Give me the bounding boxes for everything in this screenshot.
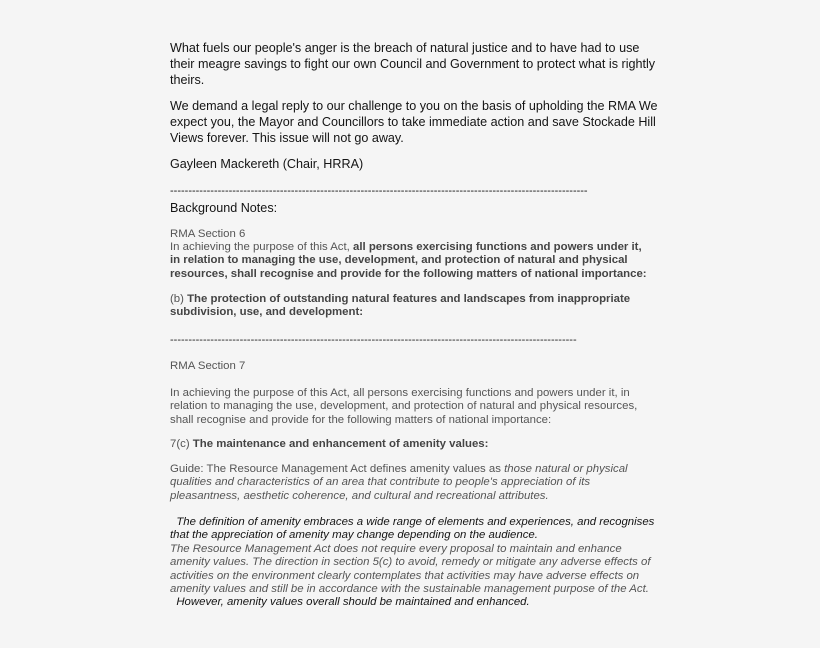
- text-line: theirs.: [170, 73, 205, 87]
- italic-text-line: activities on the environment clearly contemplates that activities may have adverse effects on: [170, 569, 640, 582]
- text-line: shall recognise and provide for the following matters of national importance:: [170, 413, 552, 426]
- section-7-item-c: [170, 438, 660, 451]
- section-6-heading: RMA Section 6: [170, 228, 246, 240]
- separator-line: ------------------------------------------------------------------------------------------------------------------: [170, 185, 588, 197]
- italic-text-line: The Resource Management Act does not require every proposal to maintain and enhance: [170, 543, 622, 555]
- section-6-item-b: [170, 293, 660, 320]
- signature: Gayleen Mackereth (Chair, HRRA): [170, 157, 364, 171]
- italic-text-line: that the appreciation of amenity may change depending on the audience.: [170, 529, 538, 542]
- text-span: Guide: The Resource Management Act defines amenity values as: [170, 463, 505, 475]
- bold-text: The maintenance and enhancement of amenity values:: [192, 438, 489, 450]
- letter-paragraph-2: [170, 98, 660, 146]
- bold-text: all persons exercising functions and powers under it,: [353, 241, 642, 253]
- section-7-body: [170, 387, 660, 427]
- amenity-definition: [170, 516, 660, 543]
- separator-line: ---------------------------------------------------------------------------------------------------------------: [170, 334, 577, 346]
- rma-note: [170, 543, 660, 597]
- bold-text-line: resources, shall recognise and provide for the following matters of national importance:: [170, 267, 647, 280]
- text-line: relation to managing the use, development, and protection of natural and physical resources,: [170, 400, 638, 413]
- closing-statement: [170, 596, 660, 609]
- item-label: 7(c): [170, 438, 193, 450]
- italic-text-line: The definition of amenity embraces a wide range of elements and experiences, and recognises: [170, 516, 655, 528]
- italic-text: those natural or physical: [504, 463, 628, 475]
- text-line: their meagre savings to fight our own Council and Government to protect what is rightly: [170, 57, 656, 71]
- text-span: In achieving the purpose of this Act,: [170, 241, 353, 253]
- italic-text-line: amenity values and still be in accordance with the sustainable management purpose of the Act.: [170, 583, 649, 596]
- bold-text-line: subdivision, use, and development:: [170, 306, 364, 319]
- text-line: [170, 241, 660, 254]
- section-7-heading: RMA Section 7: [170, 360, 246, 372]
- section-6-body: [170, 241, 660, 281]
- letter-paragraph-1: [170, 40, 660, 88]
- background-notes-heading: Background Notes:: [170, 201, 278, 215]
- italic-text-line: pleasantness, aesthetic coherence, and cultural and recreational attributes.: [170, 489, 549, 502]
- text-line: We demand a legal reply to our challenge to you on the basis of upholding the RMA We: [170, 99, 658, 113]
- item-label: (b): [170, 293, 188, 305]
- text-line: [170, 463, 660, 476]
- guide-paragraph: [170, 463, 660, 503]
- italic-text-line: amenity values. The direction in section 5(c) to avoid, remedy or mitigate any adverse effects of: [170, 556, 651, 569]
- text-line: expect you, the Mayor and Councillors to take immediate action and save Stockade Hill: [170, 115, 656, 129]
- italic-text-line: qualities and characteristics of an area that contribute to people's appreciation of its: [170, 476, 591, 489]
- text-line: In achieving the purpose of this Act, all persons exercising functions and powers under it, in: [170, 387, 630, 399]
- bold-text-line: in relation to managing the use, development, and protection of natural and physical: [170, 254, 628, 267]
- text-line: What fuels our people's anger is the breach of natural justice and to have had to use: [170, 41, 640, 55]
- text-line: Views forever. This issue will not go away.: [170, 131, 404, 145]
- text-line: [170, 293, 660, 306]
- bold-text: The protection of outstanding natural features and landscapes from inappropriate: [187, 293, 631, 305]
- italic-text-line: However, amenity values overall should be maintained and enhanced.: [170, 596, 530, 608]
